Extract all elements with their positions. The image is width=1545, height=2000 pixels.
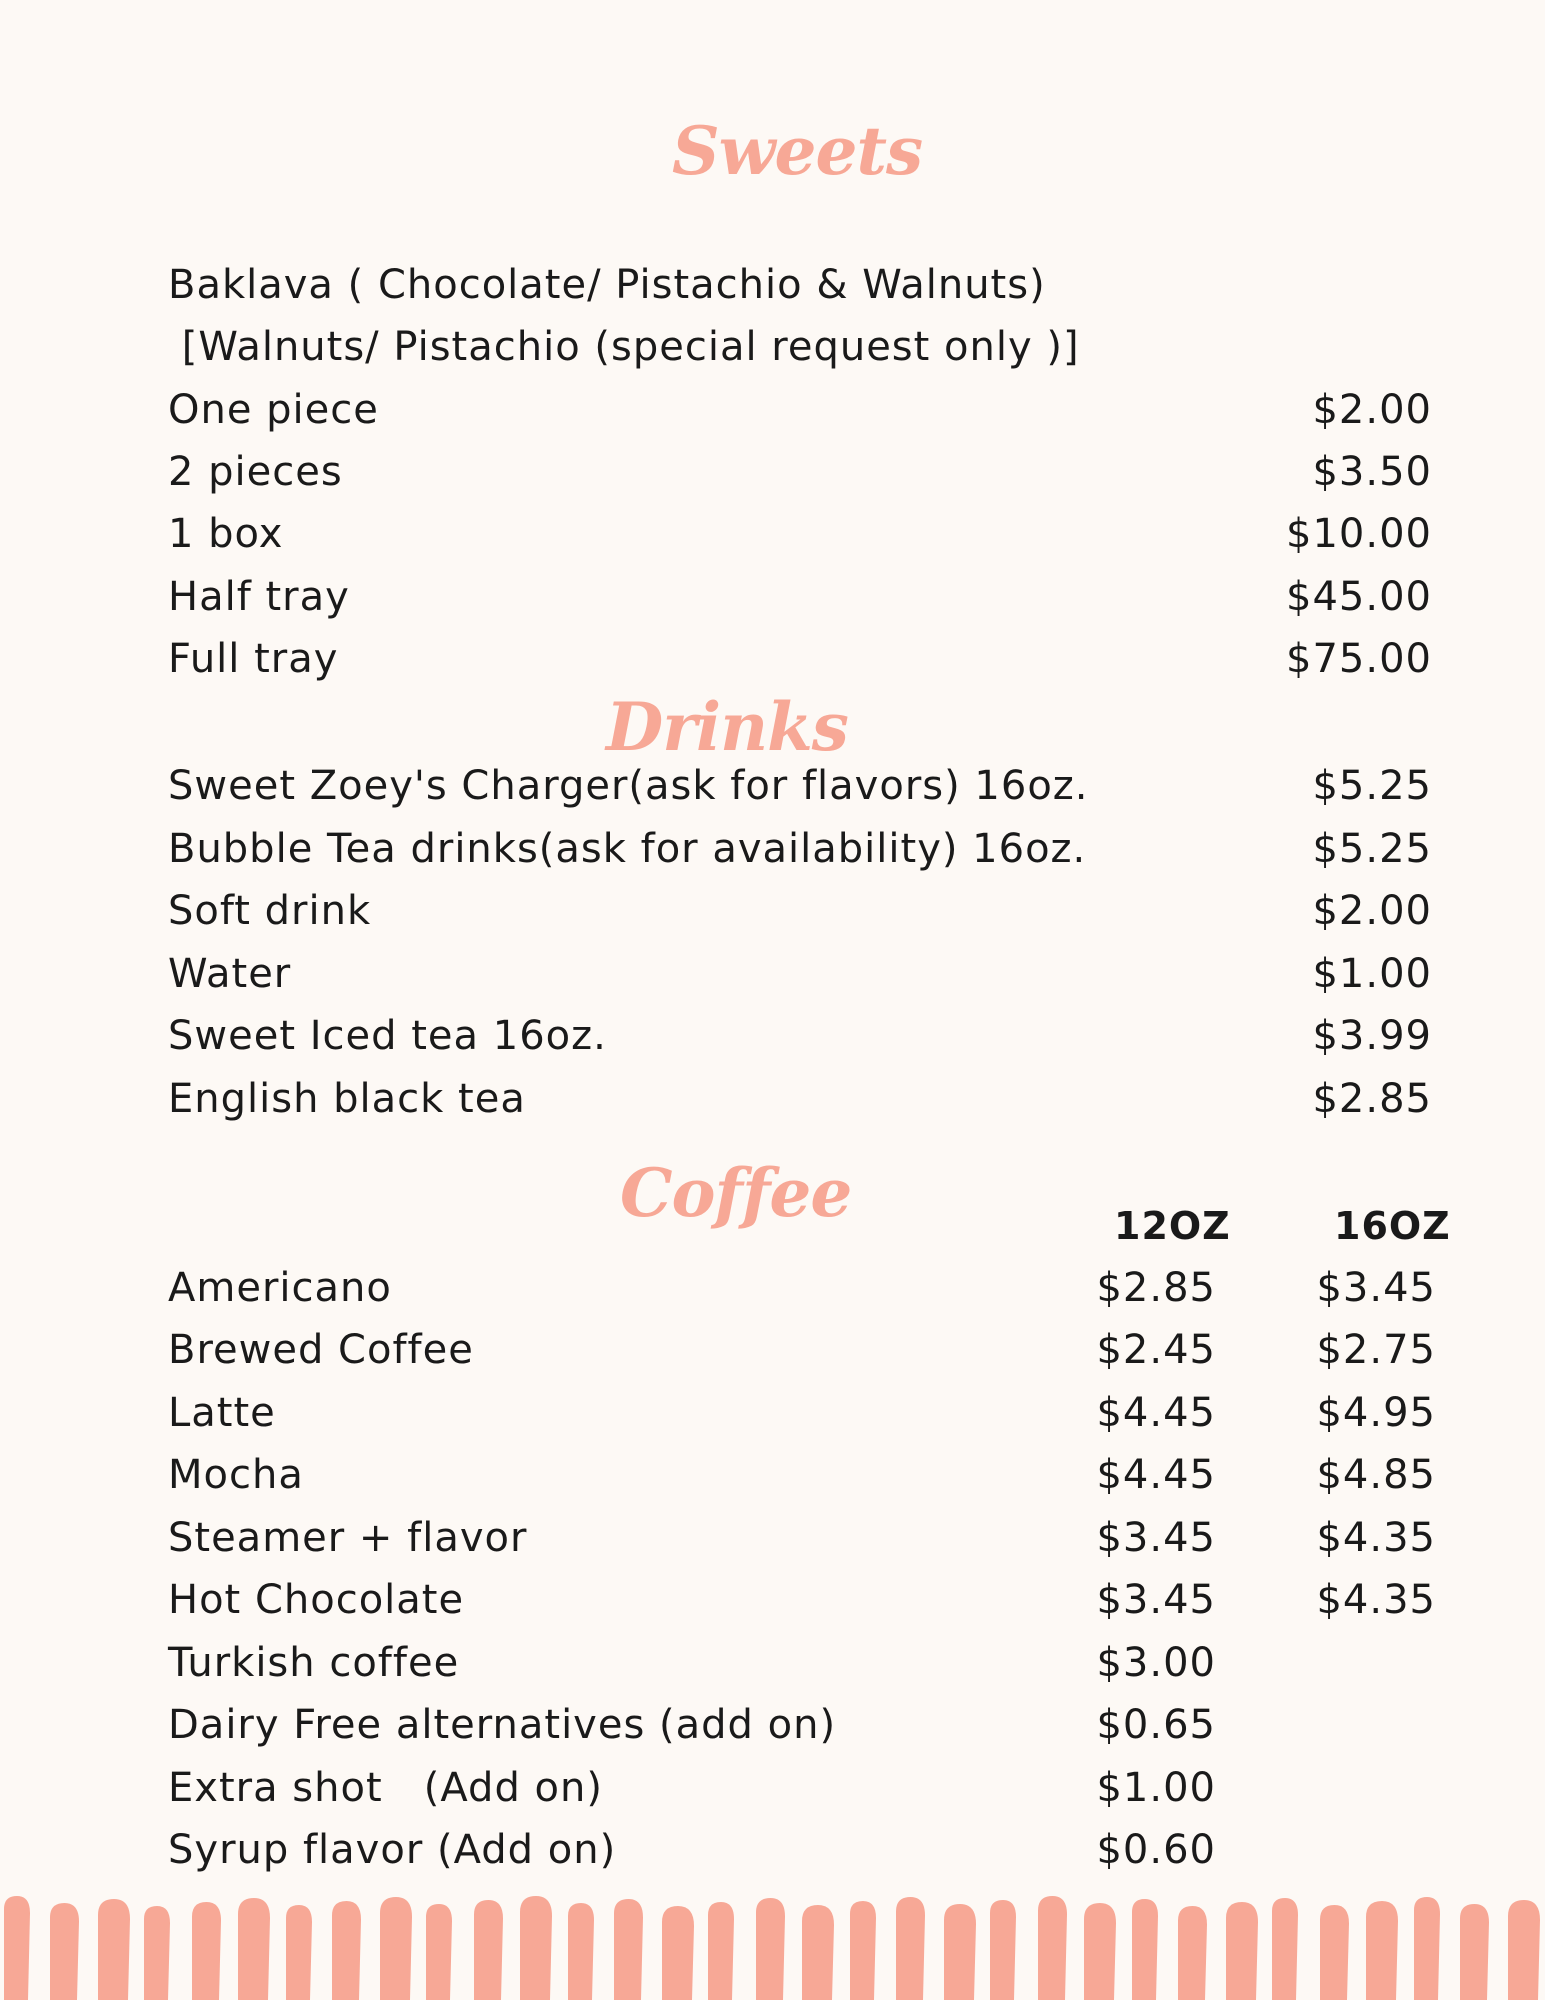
menu-item xyxy=(168,943,1432,1005)
drinks-title: Drinks xyxy=(606,688,848,766)
item-price: $2.85 xyxy=(1312,1076,1432,1122)
item-label: Sweet Zoey's Charger(ask for flavors) 16oz. xyxy=(168,763,1089,809)
stripe xyxy=(286,1905,312,2000)
item-label: Extra shot (Add on) xyxy=(168,1765,603,1811)
menu-item xyxy=(168,1005,1432,1067)
item-label: Syrup flavor (Add on) xyxy=(168,1827,617,1873)
menu-item xyxy=(168,379,1432,441)
item-price-16oz: $3.45 xyxy=(1316,1265,1436,1311)
stripe xyxy=(756,1898,785,2000)
size-16oz-header: 16OZ xyxy=(1334,1204,1451,1248)
stripe xyxy=(1178,1906,1207,2000)
item-price: $1.00 xyxy=(1312,951,1432,997)
stripe xyxy=(144,1906,170,2000)
item-label: Mocha xyxy=(168,1452,304,1498)
item-label: Latte xyxy=(168,1390,276,1436)
stripe xyxy=(944,1904,976,2000)
item-label: Soft drink xyxy=(168,888,372,934)
baklava-subheader xyxy=(168,316,1432,378)
stripe xyxy=(708,1902,734,2000)
decorative-stripes xyxy=(0,1888,1545,2000)
stripe xyxy=(474,1900,503,2000)
stripe xyxy=(50,1903,79,2000)
menu-item xyxy=(168,1569,1436,1631)
item-price-12oz: $4.45 xyxy=(1096,1390,1216,1436)
item-price-16oz: $4.35 xyxy=(1316,1515,1436,1561)
stripe xyxy=(1508,1900,1540,2000)
item-price-16oz: $4.95 xyxy=(1316,1390,1436,1436)
menu-item xyxy=(168,1382,1436,1444)
stripe xyxy=(1366,1901,1398,2000)
menu-item xyxy=(168,1257,1436,1319)
item-label: Half tray xyxy=(168,574,350,620)
item-price-12oz: $3.00 xyxy=(1096,1640,1216,1686)
item-price: $5.25 xyxy=(1312,826,1432,872)
item-price: $45.00 xyxy=(1286,574,1432,620)
stripe xyxy=(380,1897,412,2000)
menu-item xyxy=(168,1507,1436,1569)
item-label: Water xyxy=(168,951,292,997)
item-price-16oz: $4.35 xyxy=(1316,1577,1436,1623)
item-label: 1 box xyxy=(168,511,284,557)
item-label: Full tray xyxy=(168,636,339,682)
item-price-12oz: $2.85 xyxy=(1096,1265,1216,1311)
stripe xyxy=(896,1897,925,2000)
item-price-12oz: $4.45 xyxy=(1096,1452,1216,1498)
menu-item xyxy=(168,628,1432,690)
stripe xyxy=(520,1896,552,2000)
stripe xyxy=(1414,1897,1440,2000)
stripe xyxy=(990,1900,1016,2000)
item-price-12oz: $0.65 xyxy=(1096,1702,1216,1748)
stripe xyxy=(662,1906,694,2000)
menu-item xyxy=(168,1757,1432,1819)
stripe xyxy=(238,1898,270,2000)
item-price-16oz: $2.75 xyxy=(1316,1327,1436,1373)
menu-item xyxy=(168,755,1432,817)
item-label: Steamer + flavor xyxy=(168,1515,528,1561)
item-price: $5.25 xyxy=(1312,763,1432,809)
menu-item xyxy=(168,880,1432,942)
stripe xyxy=(850,1901,876,2000)
menu-item xyxy=(168,1632,1432,1694)
stripe xyxy=(1226,1902,1258,2000)
item-price: $10.00 xyxy=(1286,511,1432,557)
stripe xyxy=(1320,1905,1349,2000)
baklava-header xyxy=(168,254,1432,316)
menu-item xyxy=(168,1694,1432,1756)
item-label: Dairy Free alternatives (add on) xyxy=(168,1702,837,1748)
item-price-12oz: $0.60 xyxy=(1096,1827,1216,1873)
menu-item xyxy=(168,818,1432,880)
stripe xyxy=(4,1896,30,2000)
item-label: Brewed Coffee xyxy=(168,1327,474,1373)
item-label: 2 pieces xyxy=(168,449,343,495)
item-price: $3.99 xyxy=(1312,1013,1432,1059)
menu-item xyxy=(168,1068,1432,1130)
stripe xyxy=(98,1899,130,2000)
baklava-header-label: Baklava ( Chocolate/ Pistachio & Walnuts) xyxy=(168,262,1046,308)
item-price: $75.00 xyxy=(1286,636,1432,682)
stripe xyxy=(1038,1896,1067,2000)
item-price-12oz: $3.45 xyxy=(1096,1515,1216,1561)
item-label: English black tea xyxy=(168,1076,526,1122)
stripe xyxy=(568,1903,594,2000)
stripe xyxy=(332,1901,361,2000)
item-price: $3.50 xyxy=(1312,449,1432,495)
stripe xyxy=(1272,1898,1298,2000)
menu-item xyxy=(168,1819,1432,1881)
stripe xyxy=(426,1904,452,2000)
item-price-16oz: $4.85 xyxy=(1316,1452,1436,1498)
item-price-12oz: $3.45 xyxy=(1096,1577,1216,1623)
menu-item xyxy=(168,503,1432,565)
item-label: Sweet Iced tea 16oz. xyxy=(168,1013,607,1059)
coffee-title: Coffee xyxy=(620,1154,852,1232)
stripe xyxy=(614,1899,643,2000)
item-price-12oz: $1.00 xyxy=(1096,1765,1216,1811)
item-label: Turkish coffee xyxy=(168,1640,460,1686)
baklava-subheader-label: [Walnuts/ Pistachio (special request only )] xyxy=(168,324,1080,370)
item-label: Hot Chocolate xyxy=(168,1577,465,1623)
stripe xyxy=(1460,1904,1489,2000)
menu-item xyxy=(168,441,1432,503)
item-price-12oz: $2.45 xyxy=(1096,1327,1216,1373)
menu-item xyxy=(168,1444,1436,1506)
item-label: One piece xyxy=(168,387,379,433)
sweets-title: Sweets xyxy=(672,112,923,190)
item-label: Americano xyxy=(168,1265,392,1311)
stripe xyxy=(802,1905,834,2000)
size-12oz-header: 12OZ xyxy=(1114,1204,1231,1248)
stripe xyxy=(192,1902,221,2000)
item-price: $2.00 xyxy=(1312,888,1432,934)
stripe xyxy=(1132,1899,1158,2000)
item-label: Bubble Tea drinks(ask for availability) 16oz. xyxy=(168,826,1087,872)
item-price: $2.00 xyxy=(1312,387,1432,433)
stripe xyxy=(1084,1903,1116,2000)
menu-item xyxy=(168,566,1432,628)
menu-item xyxy=(168,1319,1436,1381)
